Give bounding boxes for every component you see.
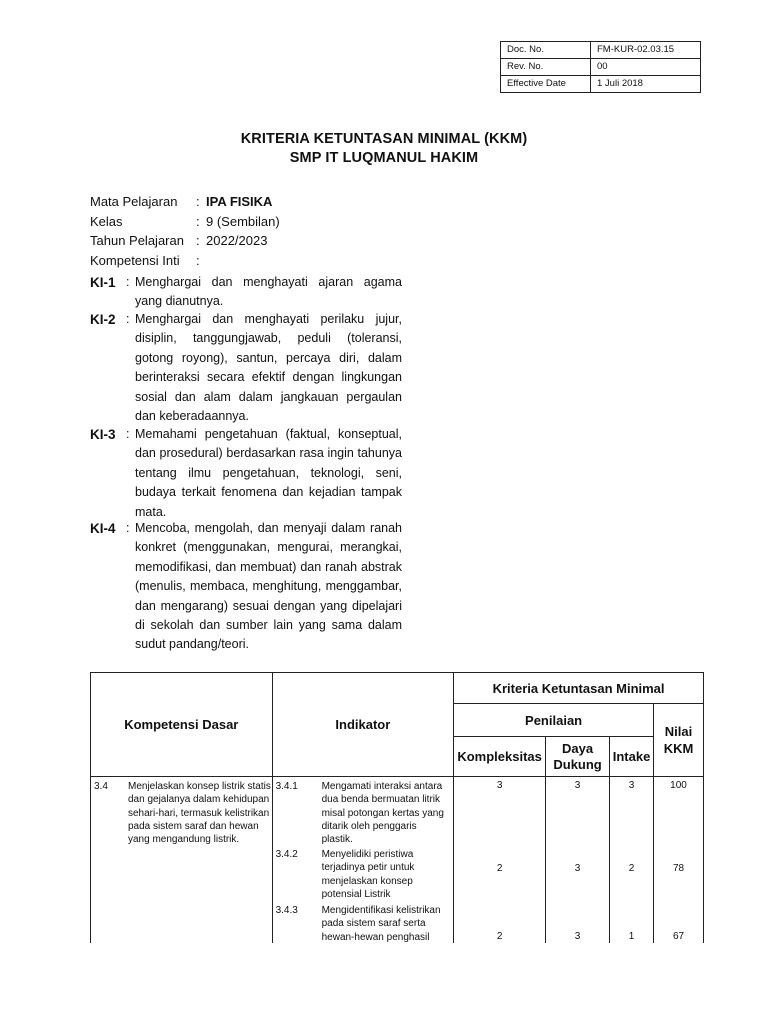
meta-row-year [90, 231, 280, 251]
doc-info-row [501, 42, 701, 59]
ki-code: KI-3 [90, 427, 116, 442]
effective-date-value: 1 Juli 2018 [591, 76, 701, 93]
daya-dukung-value: 3 [574, 863, 581, 874]
kkm-table [90, 672, 704, 943]
meta-separator: : [196, 252, 200, 268]
meta-value: IPA FISIKA [206, 194, 273, 210]
ki-text: Mencoba, mengolah, dan menyaji dalam ranah konkret (menggunakan, mengurai, merangkai, memodifikasi, dan membuat) dan ranah abstrak (menulis, membaca, menghitung, menggambar, dan mengarang) sesuai dengan yang dipelajari di sekolah dan sumber lain yang sama dalam sudut pandang/teori. [135, 521, 402, 652]
ki-item [90, 519, 402, 655]
kd-text: Menjelaskan konsep listrik statis dan gejalanya dalam kehidupan sehari-hari, termasuk kelistrikan pada sistem saraf dan hewan yang mengandung listrik. [128, 781, 271, 846]
kompleksitas-cell [454, 777, 546, 944]
table-header-row [91, 673, 704, 704]
intake-value: 2 [628, 863, 635, 874]
ki-text: Menghargai dan menghayati ajaran agama yang dianutnya. [135, 275, 402, 309]
indicator-number: 3.4.2 [275, 849, 298, 860]
indicator-text: Menyelidiki peristiwa terjadinya petir untuk menjelaskan konsep potensial Listrik [321, 849, 415, 900]
ki-text: Menghargai dan menghayati perilaku jujur, disiplin, tanggungjawab, peduli (toleransi, gotong royong), santun, percaya diri, dalam berinteraksi secara efektif dengan lingkungan sosial dan alam dalam jangkauan pergaulan dan keberadaannya. [135, 312, 402, 424]
page-title: KRITERIA KETUNTASAN MINIMAL (KKM) [240, 131, 528, 147]
header-kkm: Kriteria Ketuntasan Minimal [454, 673, 704, 704]
kompleksitas-value: 3 [496, 780, 503, 791]
header-penilaian: Penilaian [454, 704, 654, 737]
rev-no-label: Rev. No. [501, 59, 591, 76]
header-kompleksitas: Kompleksitas [454, 737, 546, 777]
daya-dukung-cell [546, 777, 610, 944]
nilai-kkm-value: 78 [672, 863, 685, 874]
header-indikator: Indikator [272, 673, 454, 777]
ki-code: KI-1 [90, 275, 116, 290]
doc-info-row [501, 76, 701, 93]
meta-row-subject [90, 192, 280, 212]
ki-separator: : [126, 275, 130, 289]
ki-code: KI-2 [90, 312, 116, 327]
indicator-cell [272, 777, 454, 944]
effective-date-label: Effective Date [501, 76, 591, 93]
ki-separator: : [126, 427, 130, 441]
indicator-text: Mengidentifikasi kelistrikan pada sistem saraf serta hewan-hewan penghasil [321, 905, 441, 943]
intake-value: 1 [628, 931, 635, 942]
header-daya-dukung: Daya Dukung [546, 737, 610, 777]
ki-item [90, 310, 402, 426]
ki-separator: : [126, 521, 130, 535]
intake-value: 3 [628, 780, 635, 791]
header-intake: Intake [610, 737, 654, 777]
header-kompetensi-dasar: Kompetensi Dasar [91, 673, 273, 777]
meta-row-core-competence [90, 251, 280, 271]
indicator-number: 3.4.3 [275, 905, 298, 916]
kd-cell [91, 777, 273, 944]
intake-cell [610, 777, 654, 944]
ki-separator: : [126, 312, 130, 326]
ki-code: KI-4 [90, 521, 116, 536]
indicator-number: 3.4.1 [275, 781, 298, 792]
meta-separator: : [196, 233, 200, 249]
nilai-kkm-value: 100 [670, 780, 687, 791]
doc-no-label: Doc. No. [501, 42, 591, 59]
meta-label: Kompetensi Inti [90, 252, 180, 268]
meta-block [90, 192, 280, 270]
kompleksitas-value: 2 [496, 863, 503, 874]
ki-item [90, 273, 402, 312]
table-row [91, 777, 704, 944]
page-subtitle: SMP IT LUQMANUL HAKIM [289, 150, 479, 166]
meta-value: 2022/2023 [206, 233, 268, 249]
meta-value: 9 (Sembilan) [206, 213, 280, 229]
meta-row-class [90, 212, 280, 232]
indicator-text: Mengamati interaksi antara dua benda bermuatan litrik misal potongan kertas yang ditarik oleh penggaris plastik. [321, 781, 444, 846]
meta-label: Kelas [90, 213, 123, 229]
meta-separator: : [196, 194, 200, 210]
kompleksitas-value: 2 [496, 931, 503, 942]
kd-number: 3.4 [94, 781, 108, 792]
nilai-kkm-cell [654, 777, 704, 944]
meta-label: Mata Pelajaran [90, 194, 178, 210]
header-nilai-kkm: Nilai KKM [654, 704, 704, 777]
rev-no-value: 00 [591, 59, 701, 76]
meta-separator: : [196, 213, 200, 229]
daya-dukung-value: 3 [574, 780, 581, 791]
meta-label: Tahun Pelajaran [90, 233, 184, 249]
ki-item [90, 425, 402, 522]
doc-info-row [501, 59, 701, 76]
doc-info-table [500, 41, 701, 93]
nilai-kkm-value: 67 [672, 931, 685, 942]
doc-no-value: FM-KUR-02.03.15 [591, 42, 701, 59]
daya-dukung-value: 3 [574, 931, 581, 942]
ki-text: Memahami pengetahuan (faktual, konseptual, dan prosedural) berdasarkan rasa ingin tahunya tentang ilmu pengetahuan, teknologi, seni, budaya terkait fenomena dan kejadian tampak mata. [135, 427, 402, 519]
